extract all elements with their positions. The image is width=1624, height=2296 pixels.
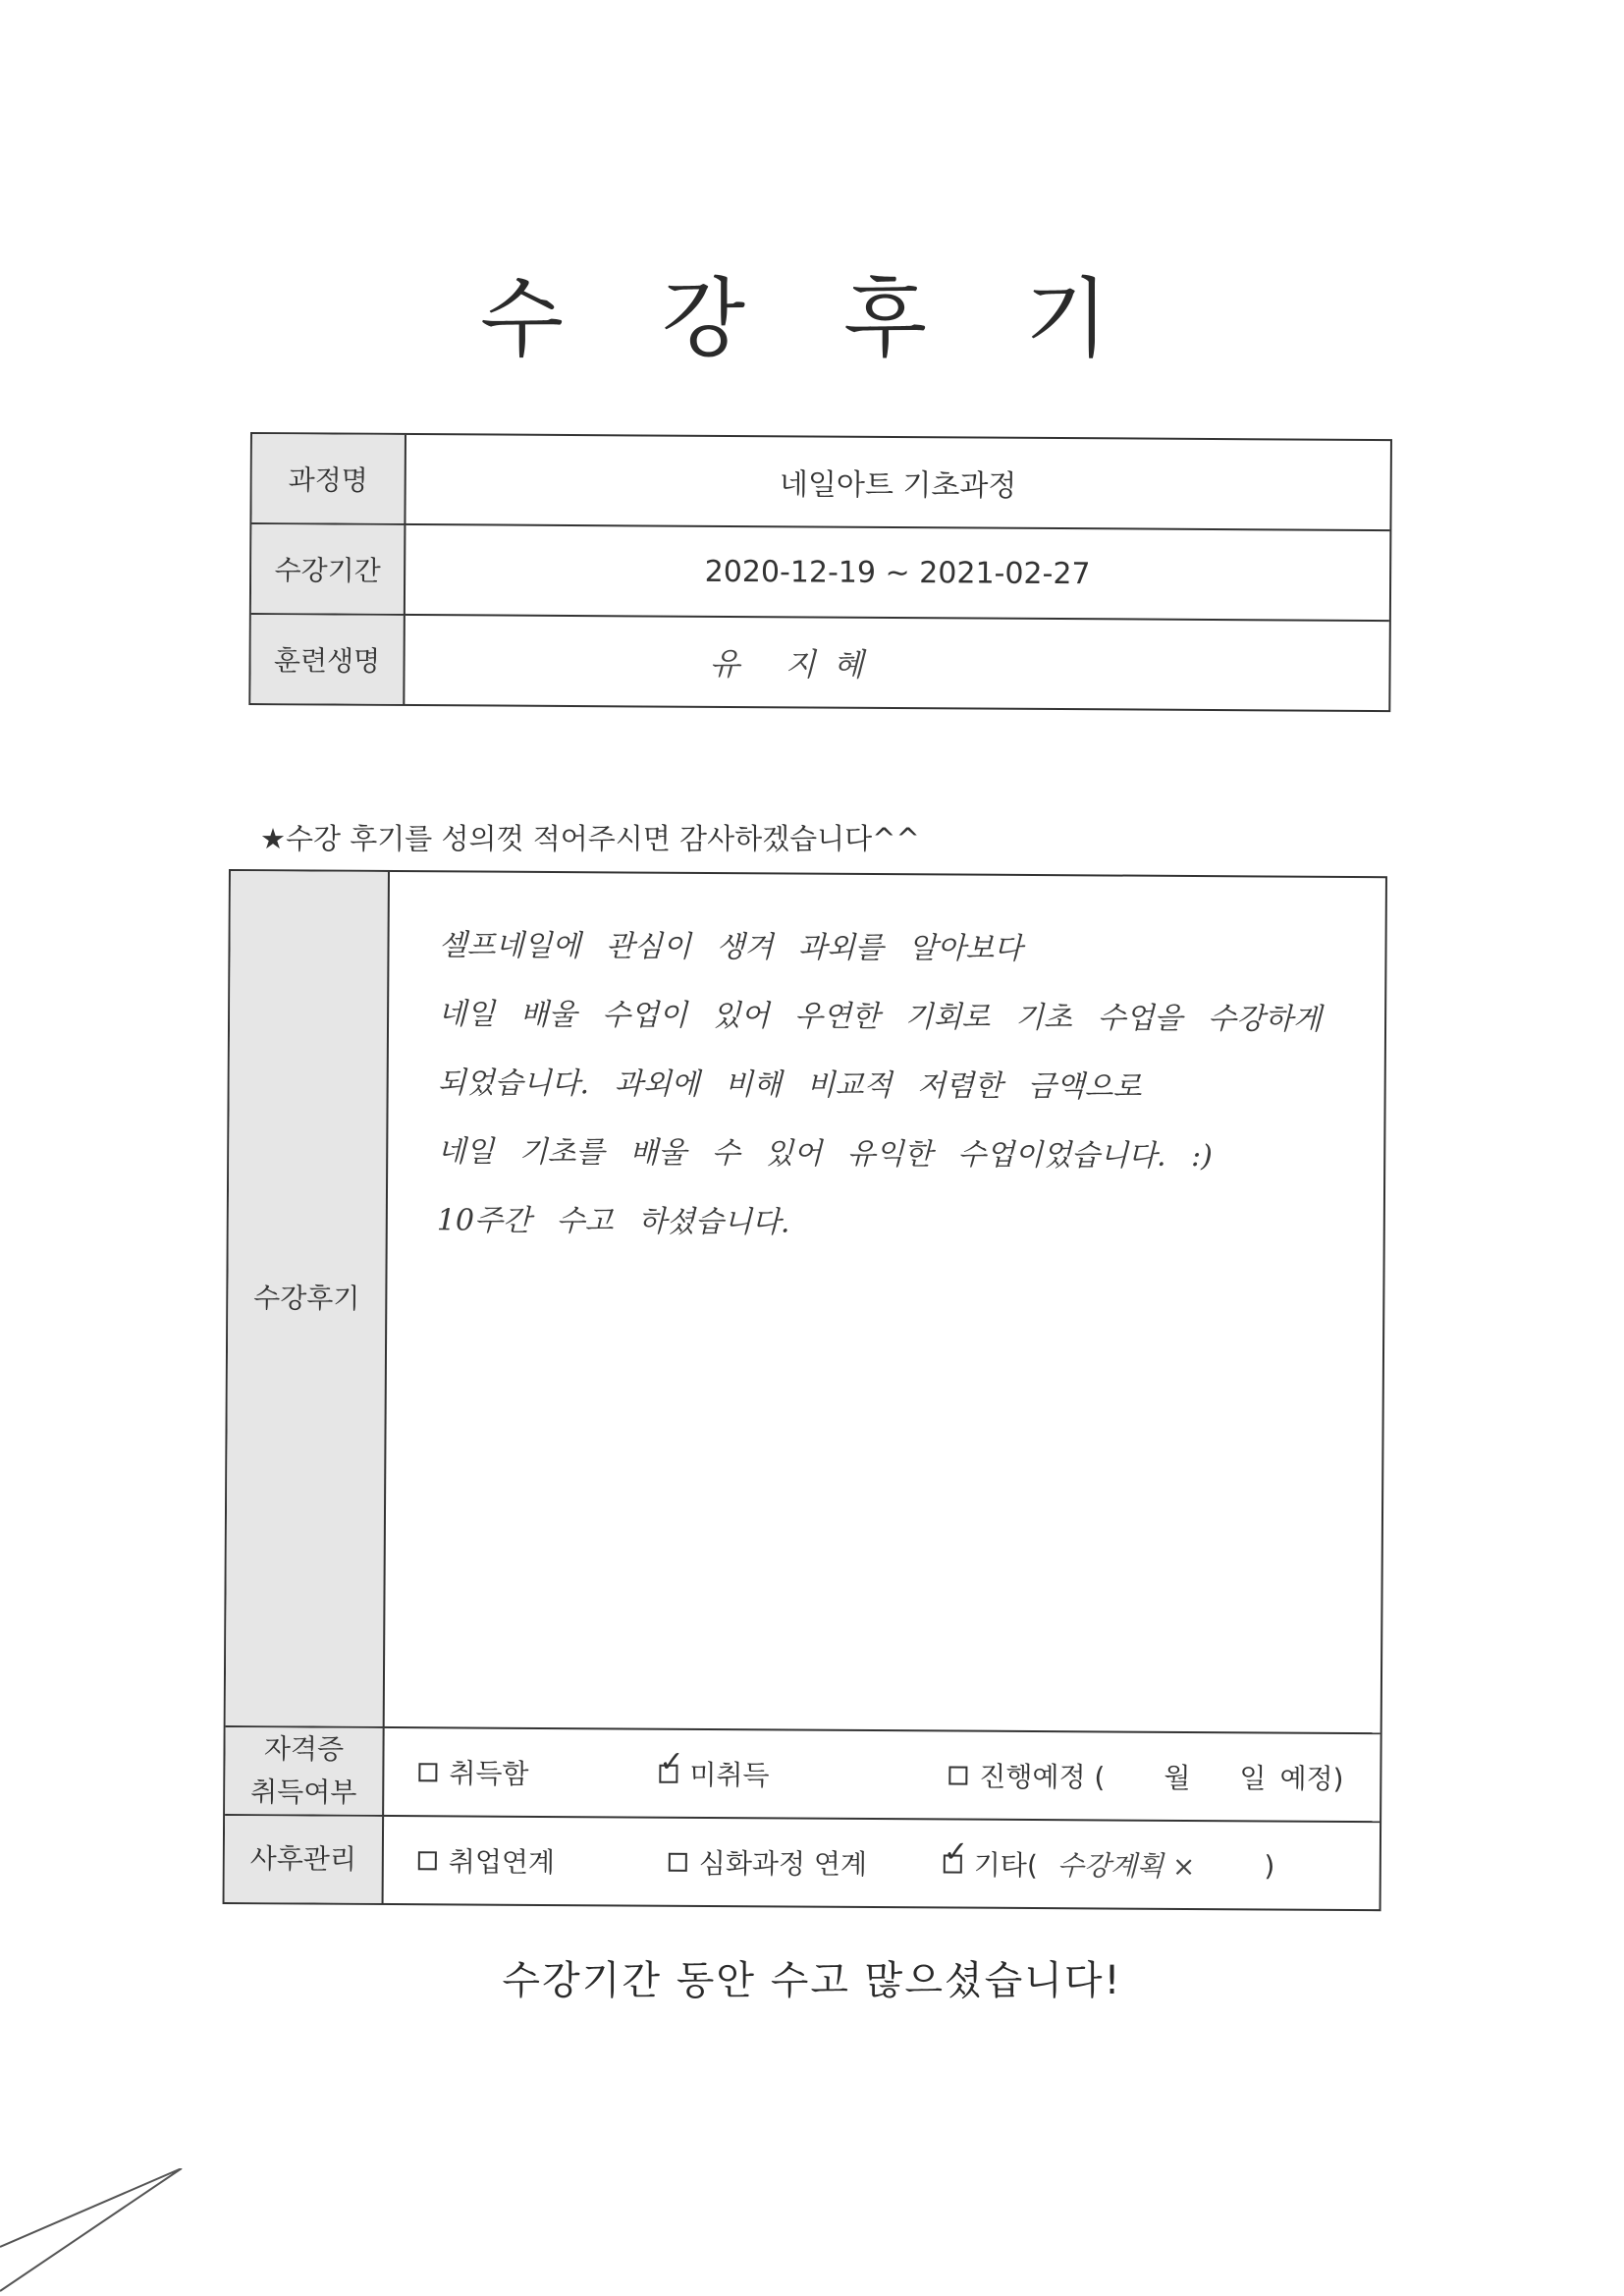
review-line: 10주간 수고 하셨습니다. — [436, 1203, 790, 1240]
review-label: 수강후기 — [226, 871, 390, 1726]
option-other[interactable] — [944, 1820, 1275, 1908]
trainee-label: 훈련생명 — [250, 615, 406, 704]
option-advanced[interactable] — [669, 1819, 868, 1906]
option-employment[interactable] — [418, 1817, 556, 1904]
certificate-label-line2: 취득여부 — [250, 1776, 357, 1809]
option-employment-label: 취업연계 — [448, 1845, 556, 1880]
checkbox-planned[interactable] — [948, 1766, 967, 1784]
option-acquired-label: 취득함 — [449, 1757, 529, 1790]
planned-month-label: 월 — [1164, 1761, 1191, 1795]
planned-suffix-label: 예정) — [1279, 1762, 1344, 1795]
period-label: 수강기간 — [251, 524, 406, 614]
aftercare-row — [225, 1816, 1380, 1909]
review-row — [226, 871, 1385, 1734]
certificate-label-line1: 자격증 — [263, 1732, 345, 1766]
course-name-value: 네일아트 기초과정 — [779, 467, 1017, 504]
review-line: 셀프네일에 관심이 생겨 과외를 알아보다 — [438, 928, 1023, 966]
checkbox-advanced[interactable] — [669, 1852, 687, 1871]
review-line: 네일 기초를 배울 수 있어 유익한 수업이었습니다. :) — [437, 1134, 1214, 1175]
option-advanced-label: 심화과정 연계 — [698, 1846, 868, 1881]
option-acquired[interactable] — [418, 1728, 529, 1816]
review-line: 되었습니다. 과외에 비해 비교적 저렴한 금액으로 — [437, 1066, 1142, 1105]
course-name-label: 과정명 — [251, 434, 406, 523]
checkbox-acquired[interactable] — [418, 1763, 437, 1781]
period-row — [251, 524, 1390, 622]
option-not-acquired-label: 미취득 — [689, 1758, 770, 1792]
checkbox-employment[interactable] — [418, 1851, 437, 1870]
course-info-table — [248, 432, 1392, 712]
trainee-row — [250, 615, 1389, 710]
review-text-area[interactable] — [385, 872, 1385, 1732]
folded-corner-icon — [0, 2168, 187, 2296]
trainee-name-handwritten: 유 지혜 — [709, 644, 882, 683]
instruction-note: ★수강 후기를 성의껏 적어주시면 감사하겠습니다^^ — [260, 822, 920, 855]
other-value-handwritten: 수강계획 × — [1056, 1849, 1196, 1884]
aftercare-label: 사후관리 — [225, 1816, 385, 1903]
checkbox-other-checked[interactable] — [944, 1854, 962, 1873]
certificate-row — [225, 1727, 1380, 1823]
option-planned-label: 진행예정 ( — [979, 1760, 1106, 1794]
other-close-paren: ) — [1264, 1848, 1275, 1883]
option-other-label: 기타( — [973, 1848, 1038, 1883]
review-table — [223, 869, 1387, 1911]
course-name-row — [251, 434, 1390, 531]
period-value: 2020-12-19 ~ 2021-02-27 — [704, 554, 1091, 591]
option-planned[interactable] — [948, 1731, 1344, 1820]
footer-message: 수강기간 동안 수고 많으셨습니다! — [502, 1958, 1122, 2003]
option-not-acquired[interactable] — [659, 1730, 770, 1818]
planned-day-label: 일 — [1239, 1762, 1267, 1795]
review-line: 네일 배울 수업이 있어 우연한 기회로 기초 수업을 수강하게 — [437, 997, 1323, 1037]
certificate-label — [225, 1727, 385, 1815]
page-title: 수 강 후 기 — [480, 268, 1144, 369]
checkbox-not-acquired-checked[interactable] — [659, 1764, 677, 1782]
